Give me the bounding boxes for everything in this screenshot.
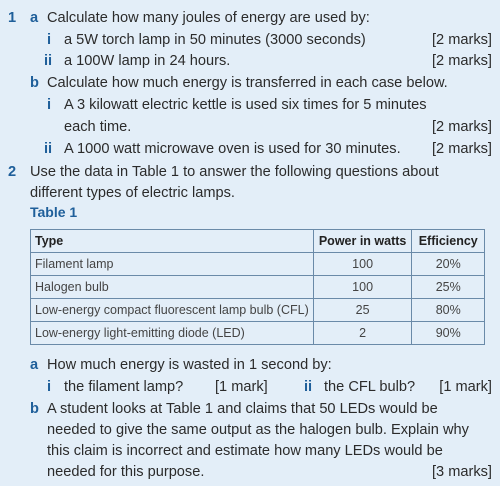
table-row (31, 299, 485, 322)
cell-power: 2 (313, 322, 412, 345)
q1b-ii-label: ii (44, 141, 53, 157)
cell-type: Low-energy compact fluorescent lamp bulb (CFL) (31, 299, 314, 322)
q1b-text: Calculate how much energy is transferred in each case below. (47, 75, 448, 91)
q1b-i-label: i (47, 97, 52, 113)
q2b-line4: needed for this purpose. (47, 464, 205, 480)
table-row (31, 253, 485, 276)
cell-type: Filament lamp (31, 253, 314, 276)
q2a-ii-text: the CFL bulb? (324, 379, 416, 395)
question-1-number: 1 (8, 10, 17, 26)
question-2-number: 2 (8, 164, 17, 180)
q2a-letter: a (30, 357, 39, 373)
q1b-ii-marks: [2 marks] (431, 141, 492, 157)
q2-intro-line1: Use the data in Table 1 to answer the following questions about (30, 164, 439, 180)
q2a-i-label: i (47, 379, 52, 395)
q2b-line3: this claim is incorrect and estimate how many LEDs would be (47, 443, 443, 459)
q1a-ii-label: ii (44, 53, 53, 69)
header-power: Power in watts (313, 230, 412, 253)
q2b-line1: A student looks at Table 1 and claims that 50 LEDs would be (47, 401, 438, 417)
cell-power: 25 (313, 299, 412, 322)
q1a-i-text: a 5W torch lamp in 50 minutes (3000 seconds) (64, 32, 366, 48)
q2a-ii-marks: [1 mark] (439, 379, 492, 395)
q2-intro-line2: different types of electric lamps. (30, 185, 235, 201)
q2a-i-text: the filament lamp? (64, 379, 184, 395)
q1a-i-label: i (47, 32, 52, 48)
q2b-marks: [3 marks] (431, 464, 492, 480)
header-type: Type (31, 230, 314, 253)
q2b-line2: needed to give the same output as the halogen bulb. Explain why (47, 422, 469, 438)
q1a-ii-marks: [2 marks] (431, 53, 492, 69)
q1a-i-marks: [2 marks] (431, 32, 492, 48)
cell-efficiency: 20% (412, 253, 485, 276)
q2a-ii-label: ii (304, 379, 313, 395)
table-row (31, 322, 485, 345)
cell-efficiency: 80% (412, 299, 485, 322)
q2a-i-marks: [1 mark] (215, 379, 268, 395)
lamp-data-table (30, 229, 485, 345)
cell-type: Halogen bulb (31, 276, 314, 299)
table-header-row (31, 230, 485, 253)
cell-power: 100 (313, 253, 412, 276)
q1a-ii-text: a 100W lamp in 24 hours. (64, 53, 231, 69)
q2b-letter: b (30, 401, 39, 417)
table-row (31, 276, 485, 299)
q1a-text: Calculate how many joules of energy are used by: (47, 10, 370, 26)
cell-type: Low-energy light-emitting diode (LED) (31, 322, 314, 345)
cell-power: 100 (313, 276, 412, 299)
q1a-letter: a (30, 10, 39, 26)
q1b-letter: b (30, 75, 39, 91)
cell-efficiency: 25% (412, 276, 485, 299)
header-efficiency: Efficiency (412, 230, 485, 253)
q1b-ii-text: A 1000 watt microwave oven is used for 30 minutes. (64, 141, 401, 157)
table-title: Table 1 (30, 204, 78, 220)
q1b-i-text2: each time. (64, 119, 132, 135)
q1b-i-text1: A 3 kilowatt electric kettle is used six times for 5 minutes (64, 97, 427, 113)
q2a-text: How much energy is wasted in 1 second by: (47, 357, 332, 373)
q1b-i-marks: [2 marks] (431, 119, 492, 135)
cell-efficiency: 90% (412, 322, 485, 345)
